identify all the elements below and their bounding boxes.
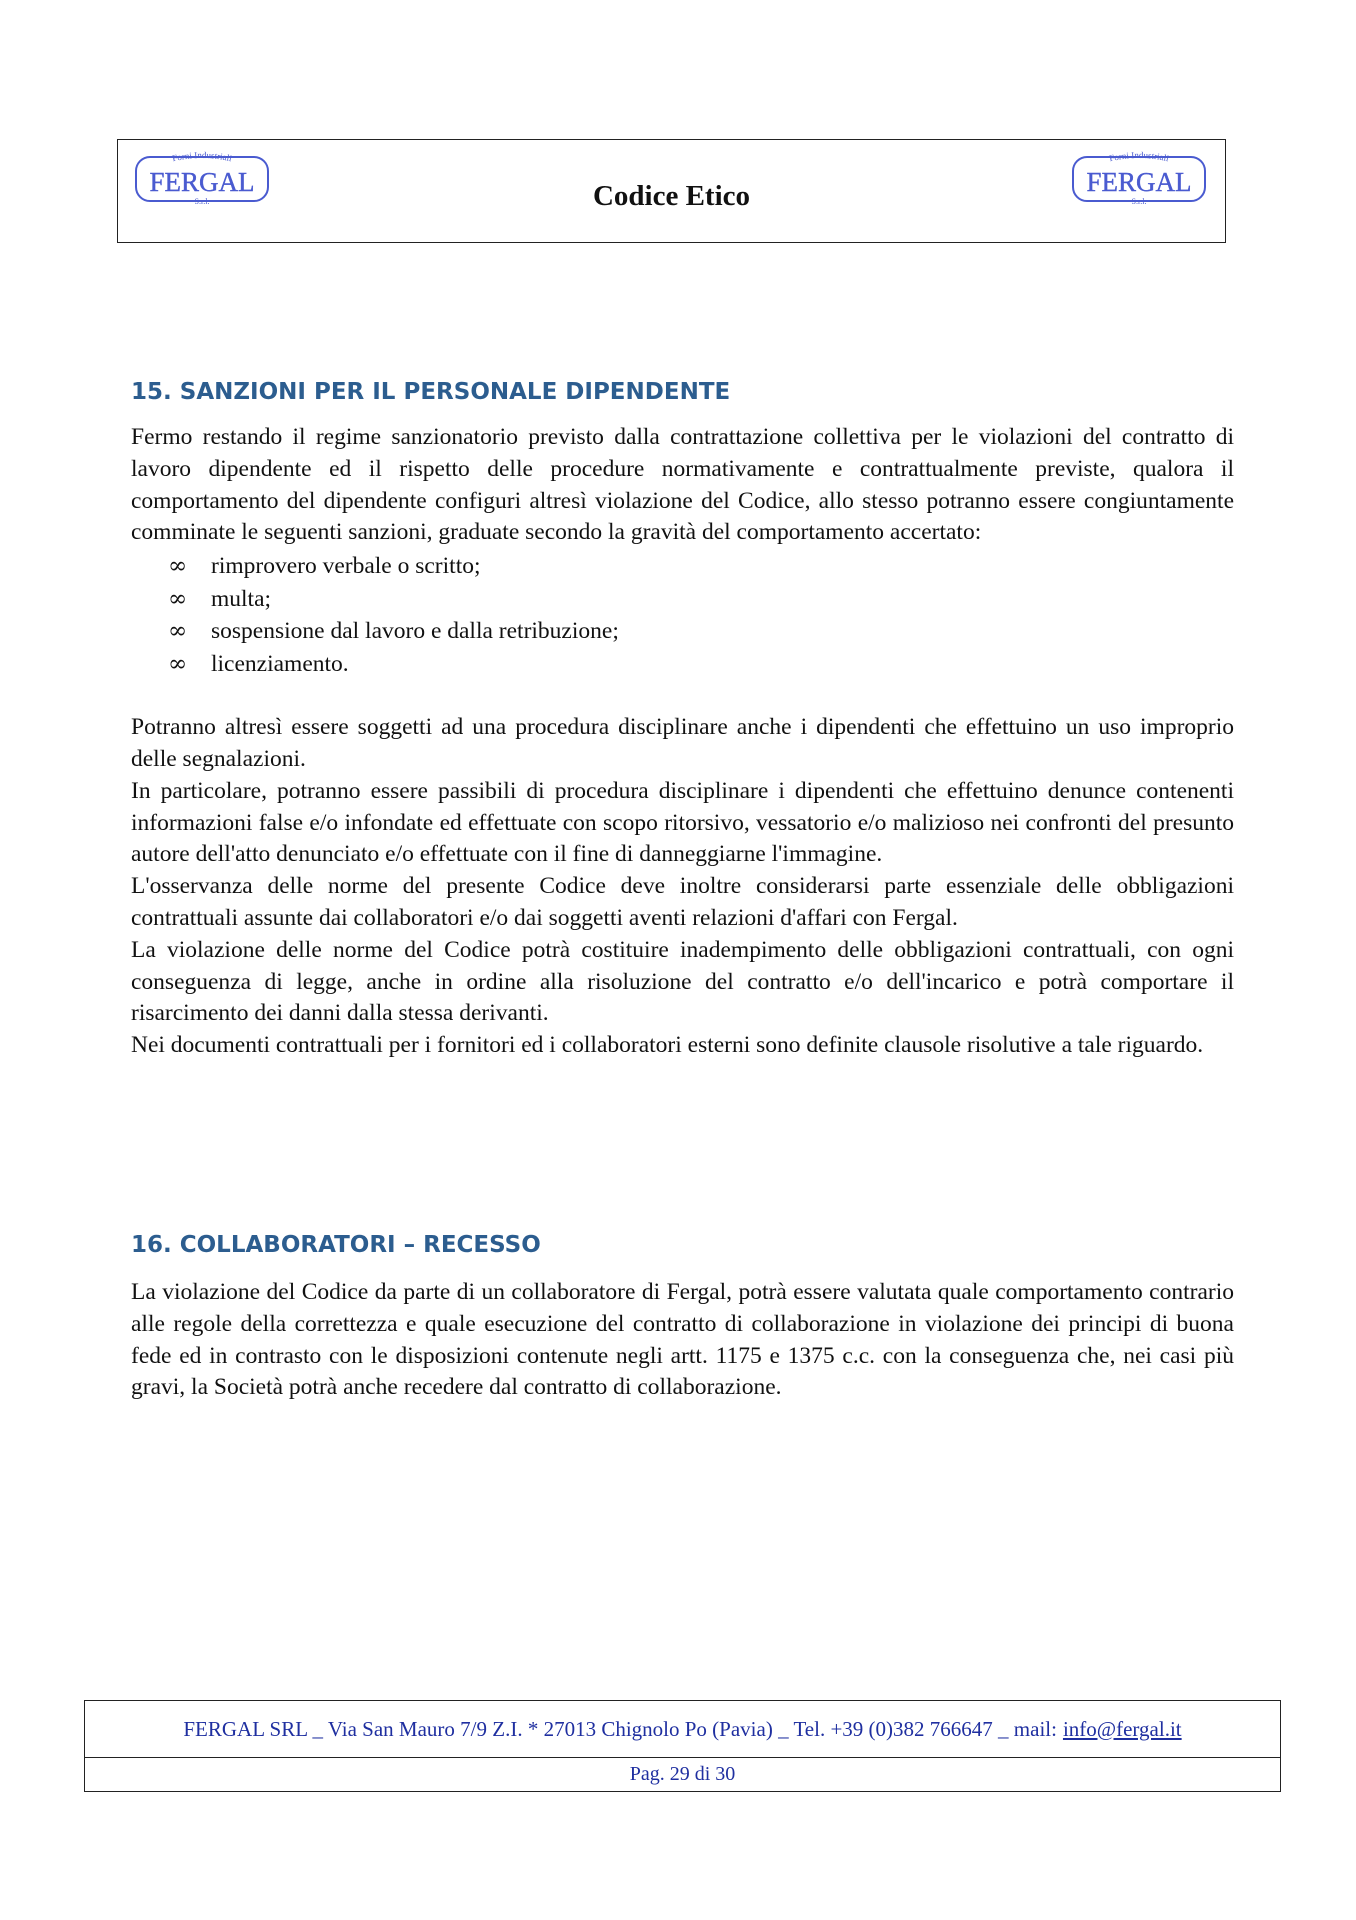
section-15-body xyxy=(131,422,1234,1062)
logo-arc-text: Forni Industriali xyxy=(171,149,233,164)
logo-arc-text: Forni Industriali xyxy=(1108,149,1170,164)
section-heading: 15. SANZIONI PER IL PERSONALE DIPENDENTE xyxy=(131,379,731,405)
page-number: Pag. 29 di 30 xyxy=(629,1762,736,1785)
infinity-bullet-icon: ∞ xyxy=(168,650,188,677)
logo-name: FERGAL xyxy=(149,167,255,197)
infinity-bullet-icon: ∞ xyxy=(168,553,188,580)
list-item: ∞ multa; xyxy=(131,583,1234,616)
footer-address: FERGAL SRL _ Via San Mauro 7/9 Z.I. * 27013 Chignolo Po (Pavia) _ Tel. +39 (0)382 766647 _ mail: xyxy=(183,1716,1057,1741)
footer-contact xyxy=(85,1701,1280,1758)
list-item: ∞ rimprovero verbale o scritto; xyxy=(131,550,1234,583)
infinity-bullet-icon: ∞ xyxy=(168,585,188,612)
list-item: ∞ sospensione dal lavoro e dalla retribuzione; xyxy=(131,615,1234,648)
fergal-logo xyxy=(1070,147,1208,209)
svg-text:Forni Industriali xyxy=(1108,150,1170,164)
paragraph: Potranno altresì essere soggetti ad una procedura disciplinare anche i dipendenti che effettuino un uso improprio delle segnalazioni. xyxy=(131,714,1234,772)
paragraph: L'osservanza delle norme del presente Codice deve inoltre considerarsi parte essenziale delle obbligazioni contrattuali assunte dai collaboratori e/o dai soggetti aventi relazioni d'affari con Fergal. xyxy=(131,873,1234,931)
email-link[interactable]: info@fergal.it xyxy=(1062,1716,1182,1741)
document-title: Codice Etico xyxy=(592,180,751,212)
page-header xyxy=(117,139,1226,243)
infinity-bullet-icon: ∞ xyxy=(168,618,188,645)
section-heading: 16. COLLABORATORI – RECESSO xyxy=(131,1232,541,1258)
logo-suffix: S.r.l. xyxy=(1131,197,1147,206)
svg-text:Forni Industriali xyxy=(171,150,233,164)
paragraph: La violazione del Codice da parte di un collaboratore di Fergal, potrà essere valutata quale comportamento contrario alle regole della correttezza e quale esecuzione del contratto di collaborazione in violazione dei principi di buona fede ed in contrasto con le disposizioni contenute negli artt. 1175 e 1375 c.c. con la conseguenza che, nei casi più gravi, la Società potrà anche recedere dal contratto di collaborazione. xyxy=(131,1279,1234,1401)
paragraph: Fermo restando il regime sanzionatorio previsto dalla contrattazione collettiva per le violazioni del contratto di lavoro dipendente ed il rispetto delle procedure normativamente e contrattualmente previste, qualora il comportamento del dipendente configuri altresì violazione del Codice, allo stesso potranno essere congiuntamente comminate le seguenti sanzioni, graduate secondo la gravità del comportamento accertato: xyxy=(131,424,1234,546)
logo-name: FERGAL xyxy=(1086,167,1192,197)
paragraph: In particolare, potranno essere passibili di procedura disciplinare i dipendenti che effettuino denunce contenenti informazioni false e/o infondate ed effettuate con scopo ritorsivo, vessatorio e/o malizioso nei confronti del presunto autore dell'atto denunciato e/o effettuate con il fine di danneggiarne l'immagine. xyxy=(131,777,1234,868)
paragraph: La violazione delle norme del Codice potrà costituire inadempimento delle obbligazioni contrattuali, con ogni conseguenza di legge, anche in ordine alla risoluzione del contratto e/o dell'incarico e potrà comportare il risarcimento dei danni dalla stessa derivanti. xyxy=(131,936,1234,1027)
page-footer xyxy=(84,1700,1281,1792)
paragraph: Nei documenti contrattuali per i fornitori ed i collaboratori esterni sono definite clausole risolutive a tale riguardo. xyxy=(131,1032,1204,1059)
section-16-body xyxy=(131,1277,1234,1404)
logo-suffix: S.r.l. xyxy=(194,197,210,206)
list-item: ∞ licenziamento. xyxy=(131,648,1234,681)
sanctions-list xyxy=(131,550,1234,680)
